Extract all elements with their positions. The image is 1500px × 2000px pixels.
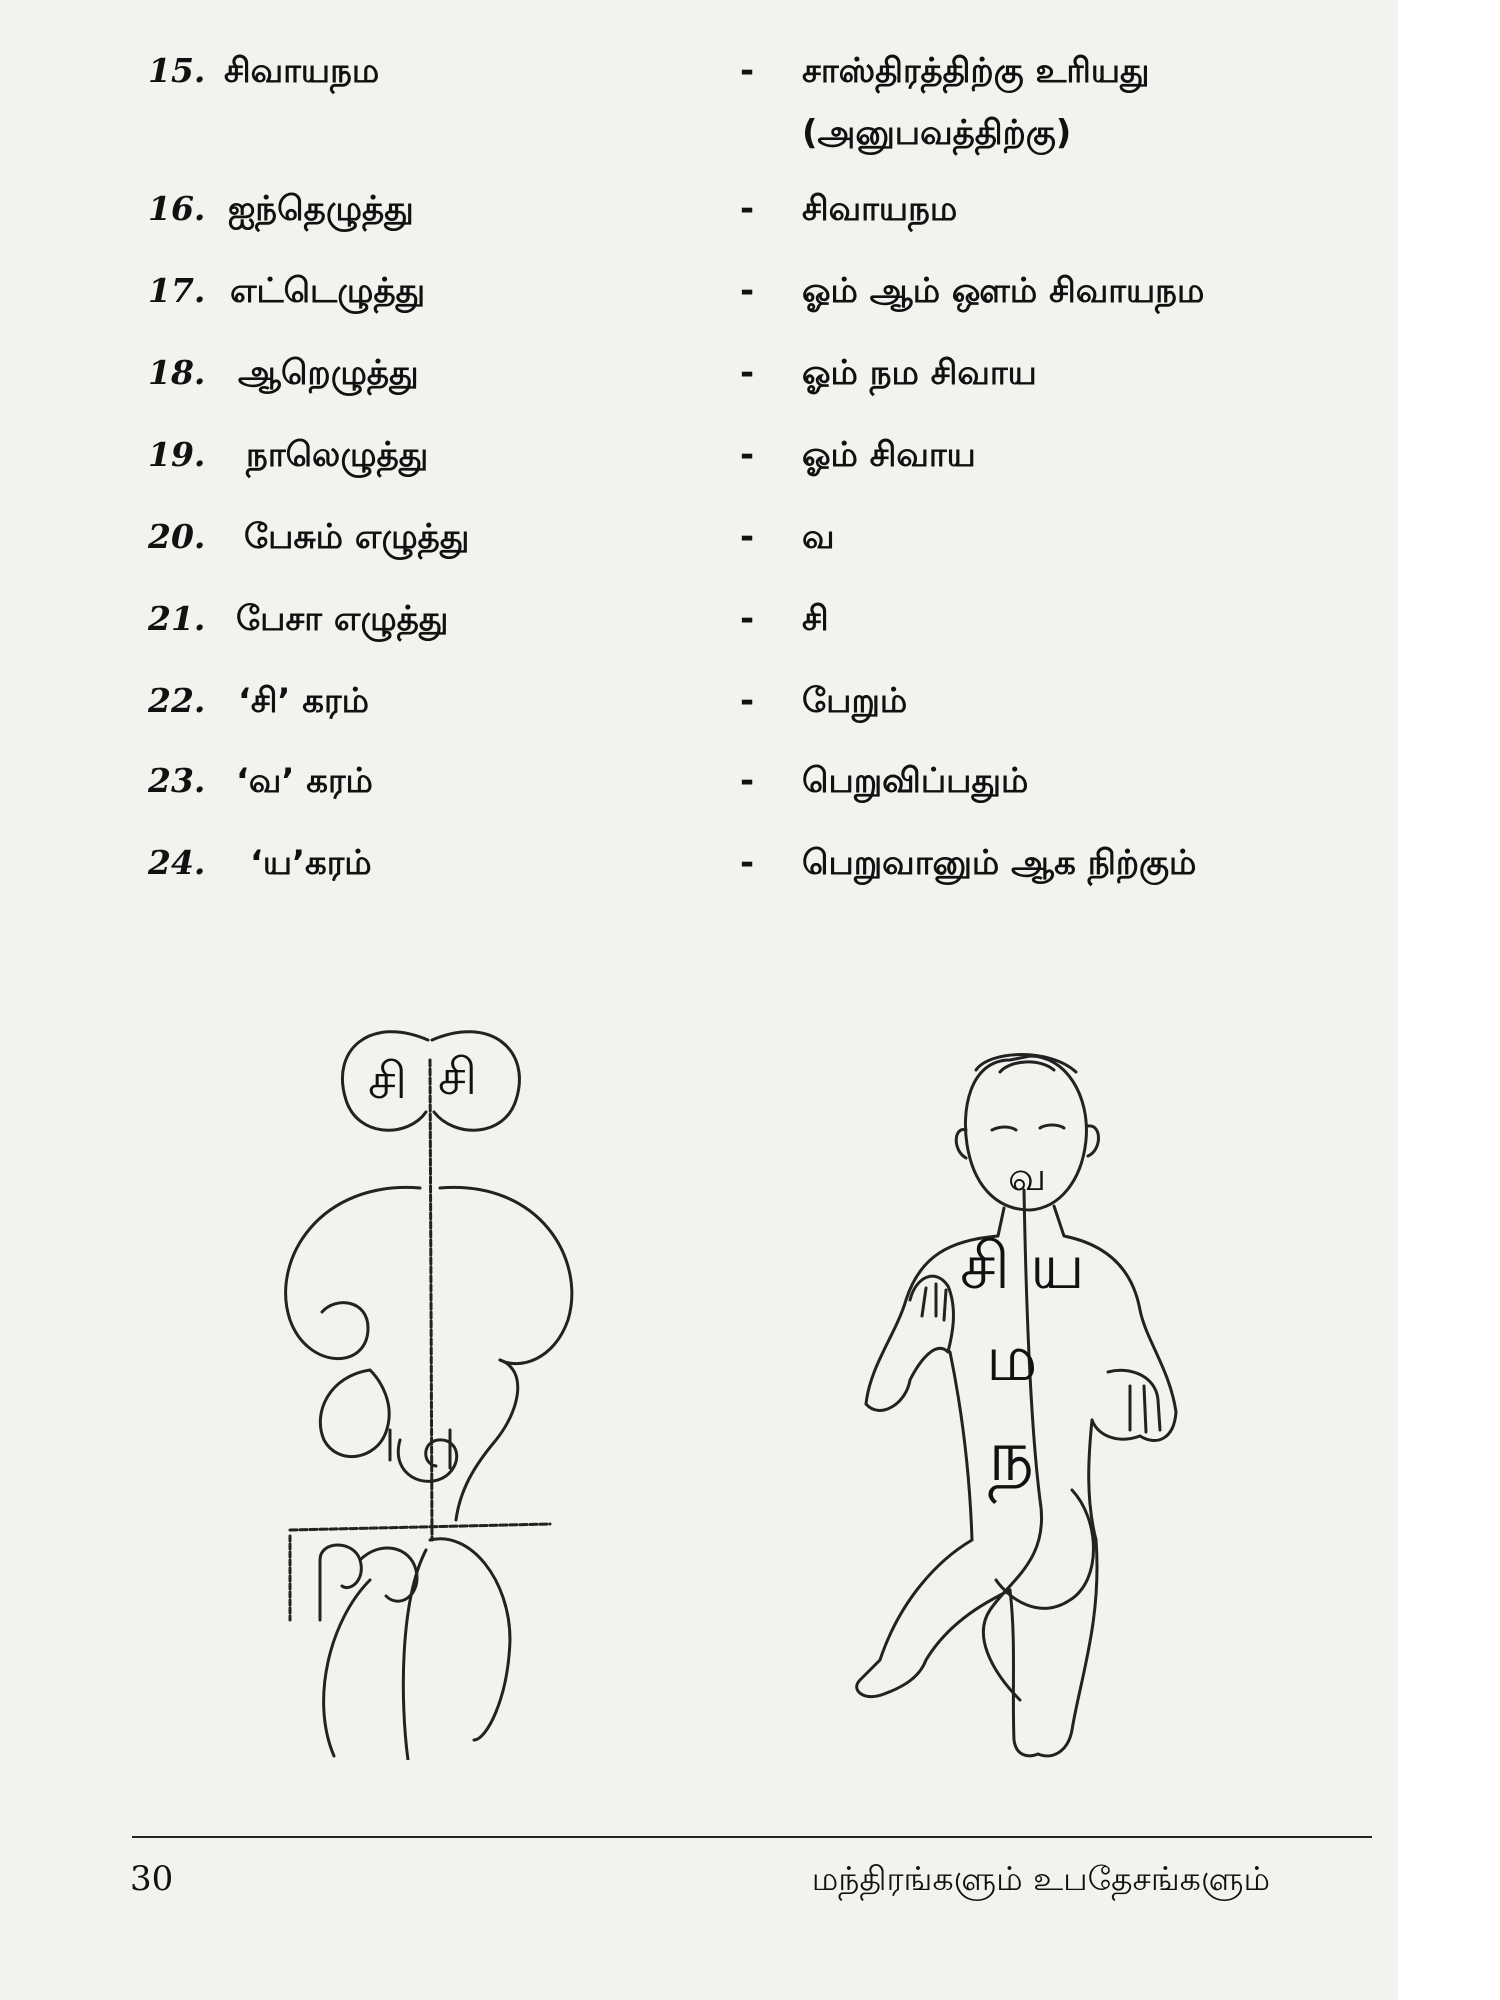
item-term: பேசா எழுத்து <box>236 599 449 639</box>
item-number: 19. <box>148 435 206 474</box>
figure-letter: சி <box>960 1230 1011 1304</box>
item-term: ‘ய’கரம் <box>250 843 372 883</box>
item-dash: - <box>740 51 755 91</box>
item-number: 22. <box>148 681 206 720</box>
item-term: ஐந்தெழுத்து <box>228 189 414 229</box>
list-item <box>0 594 1398 664</box>
item-term: சிவாயநம <box>224 51 380 91</box>
page-margin <box>1398 0 1500 2000</box>
item-dash: - <box>740 517 755 557</box>
item-term: ‘வ’ கரம் <box>236 761 373 801</box>
item-dash: - <box>740 435 755 475</box>
figure-letter: ய <box>1030 1230 1085 1304</box>
figure-letter: ம <box>986 1322 1038 1396</box>
item-term: ‘சி’ கரம் <box>238 681 369 721</box>
list-item <box>0 430 1398 500</box>
list-item <box>0 348 1398 418</box>
figure-letter: ந <box>988 1413 1035 1497</box>
item-number: 23. <box>148 761 206 800</box>
item-number: 18. <box>148 353 206 392</box>
item-meaning: பெறுவானும் ஆக நிற்கும் <box>802 843 1197 883</box>
list-item <box>0 512 1398 582</box>
item-meaning: ஓம் ஆம் ஔம் சிவாயநம <box>802 271 1205 311</box>
item-number: 24. <box>148 843 206 882</box>
item-term: பேசும் எழுத்து <box>244 517 470 557</box>
running-title: மந்திரங்களும் உபதேசங்களும் <box>811 1859 1270 1898</box>
item-dash: - <box>740 271 755 311</box>
list-item <box>0 46 1398 153</box>
item-dash: - <box>740 761 755 801</box>
list-item <box>0 266 1398 336</box>
item-meaning-line2: (அனுபவத்திற்கு) <box>802 113 1072 153</box>
om-letter-figure-icon <box>250 1020 610 1760</box>
item-term: நாலெழுத்து <box>246 435 429 475</box>
item-number: 16. <box>148 189 206 228</box>
item-term: எட்டெழுத்து <box>230 271 426 311</box>
item-number: 17. <box>148 271 206 310</box>
item-meaning: ஓம் சிவாய <box>802 435 976 475</box>
item-meaning: சி <box>802 599 829 639</box>
item-meaning: ஓம் நம சிவாய <box>802 353 1037 393</box>
page-number: 30 <box>130 1859 174 1899</box>
item-dash: - <box>740 599 755 639</box>
list-item <box>0 756 1398 826</box>
item-number: 21. <box>148 599 206 638</box>
item-dash: - <box>740 843 755 883</box>
figure-letter: வ <box>1008 1154 1047 1200</box>
item-dash: - <box>740 189 755 229</box>
item-meaning: பேறும் <box>802 681 908 721</box>
item-number: 20. <box>148 517 206 556</box>
item-term: ஆறெழுத்து <box>238 353 419 393</box>
list-item <box>0 838 1398 908</box>
item-meaning: வ <box>802 517 835 557</box>
list-item <box>0 676 1398 746</box>
item-meaning: சாஸ்திரத்திற்கு உரியது <box>802 51 1150 91</box>
item-number: 15. <box>148 51 206 90</box>
item-meaning: பெறுவிப்பதும் <box>802 761 1029 801</box>
human-letter-figure-icon <box>840 1040 1220 1760</box>
list-item <box>0 184 1398 254</box>
figure-letter: சி <box>438 1048 478 1106</box>
footer-rule <box>132 1836 1372 1838</box>
item-dash: - <box>740 353 755 393</box>
figure-letter: சி <box>368 1052 408 1110</box>
item-dash: - <box>740 681 755 721</box>
item-meaning: சிவாயநம <box>802 189 958 229</box>
